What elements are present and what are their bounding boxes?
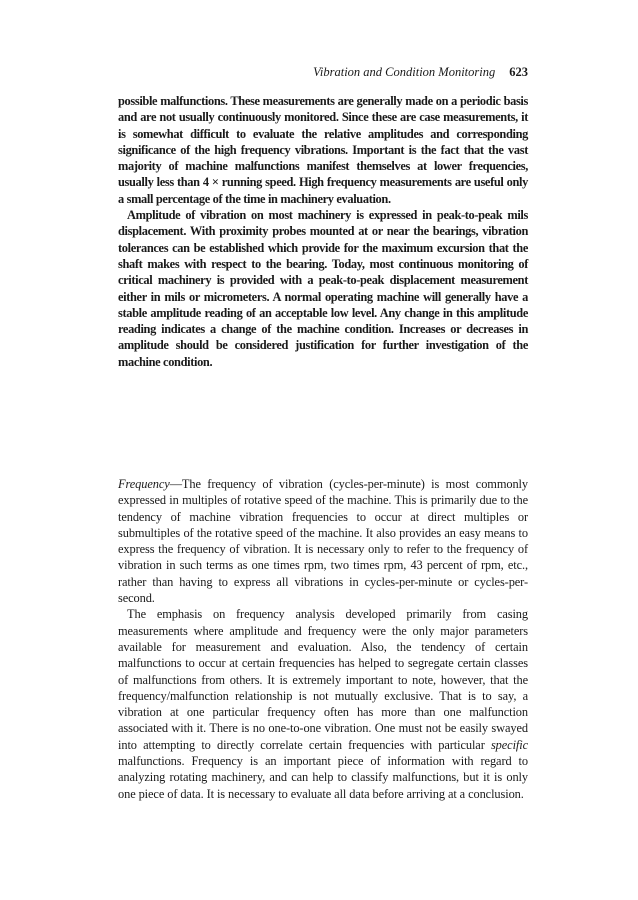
section-frequency (118, 476, 528, 802)
frequency-analysis-text-end: malfunctions. Frequency is an important piece of information with regard to analyzing rotating machinery, and can help to classify malfunctions, but it is only one piece of data. It is necessary to evaluate all data before arriving at a conclusion. (118, 754, 528, 801)
paragraph-frequency-analysis (118, 606, 528, 802)
running-header (110, 65, 528, 80)
paragraph-amplitude: Amplitude of vibration on most machinery is expressed in peak-to-peak mils displacement. With proximity probes mounted at or near the bearings, vibration tolerances can be established which provide for the maximum excursion that the shaft makes with respect to the bearing. Today, most continuous monitoring of critical machinery is provided with a peak-to-peak displacement measurement either in mils or micrometers. A normal operating machine will generally have a stable amplitude reading of an acceptable low level. Any change in this amplitude reading indicates a change of the machine condition. Increases or decreases in amplitude should be considered justification for further investigation of the machine condition. (118, 208, 528, 369)
frequency-heading: Frequency (118, 477, 170, 491)
paragraph-frequency-intro (118, 476, 528, 606)
paragraph-casing-measurements: possible malfunctions. These measurements are generally made on a periodic basis and are not usually continuously monitored. Since these are case measurements, it is somewhat difficult to evaluate the relative amplitudes and corresponding significance of the high frequency vibrations. Important is the fact that the vast majority of machine malfunctions manifest themselves at lower frequencies, usually less than 4 × running speed. High frequency measurements are useful only a small percentage of the time in machinery evaluation. (118, 94, 528, 206)
frequency-intro-text: —The frequency of vibration (cycles-per-minute) is most commonly expressed in multiples of rotative speed of the machine. This is primarily due to the tendency of machine vibration frequencies to occur at direct multiples or submultiples of the rotative speed of the machine. It also provides an easy means to express the frequency of vibration. It is necessary only to refer to the frequency of vibration in such terms as one times rpm, two times rpm, 43 percent of rpm, etc., rather than having to express all vibrations in cycles-per-minute or cycles-per-second. (118, 477, 528, 606)
page-number: 623 (509, 65, 528, 79)
frequency-analysis-text-start: The emphasis on frequency analysis developed primarily from casing measurements where amplitude and frequency were the only major parameters available for measurement and evaluation. Also, the tendency of certain malfunctions to occur at certain frequencies has helped to segregate certain classes of malfunctions from others. It is extremely important to note, however, that the frequency/malfunction relationship is not mutually exclusive. That is to say, a vibration at one particular frequency often has more than one malfunction associated with it. There is no one-to-one vibration. One must not be easily swayed into attempting to directly correlate certain frequencies with particular (118, 607, 528, 752)
running-title: Vibration and Condition Monitoring (313, 65, 496, 79)
emphasized-word: specific (490, 737, 528, 752)
section-amplitude (118, 93, 528, 370)
